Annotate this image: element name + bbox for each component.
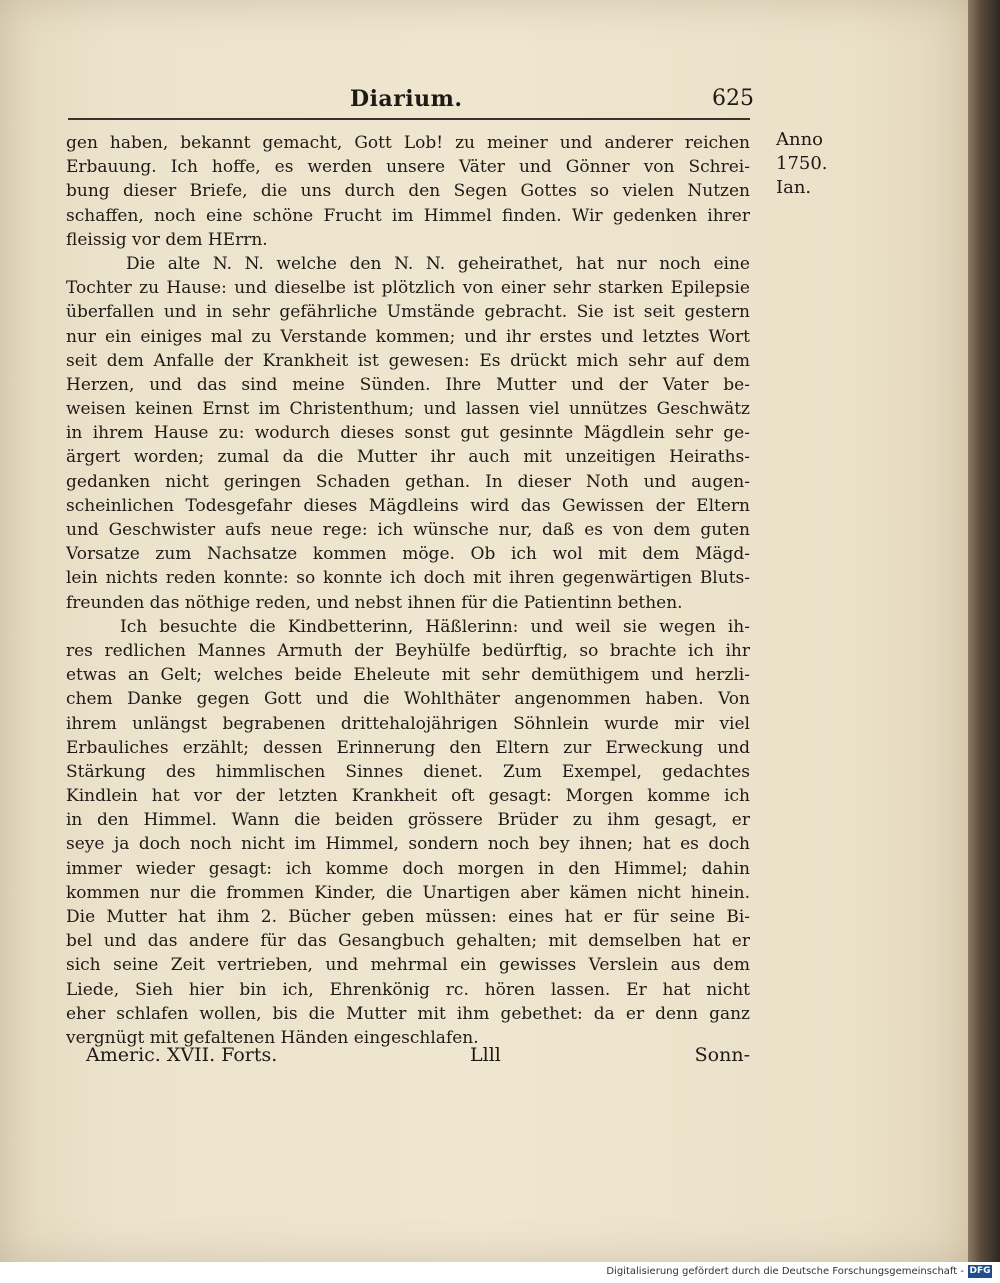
- text-line: Tochter zu Hause: und dieselbe ist plötzlich von einer sehr starken Epilepsie: [66, 278, 750, 299]
- text-line: Vorsatze zum Nachsatze kommen möge. Ob ich wol mit dem Mägd-: [66, 544, 750, 565]
- text-line: Ich besuchte die Kindbetterinn, Häßlerinn: und weil sie wegen ih-: [120, 616, 750, 637]
- text-line: bung dieser Briefe, die uns durch den Segen Gottes so vielen Nutzen: [66, 181, 750, 202]
- text-line: in den Himmel. Wann die beiden grössere Brüder zu ihm gesagt, er: [66, 810, 750, 831]
- text-line: Die alte N. N. welche den N. N. geheirathet, hat nur noch eine: [126, 253, 750, 274]
- text-line: Liede, Sieh hier bin ich, Ehrenkönig rc. hören lassen. Er hat nicht: [66, 979, 750, 1000]
- page-footer: [66, 1044, 750, 1072]
- text-line: Erbauliches erzählt; dessen Erinnerung den Eltern zur Erweckung und: [66, 737, 750, 758]
- margin-note-line: Anno: [776, 129, 824, 150]
- text-line: weisen keinen Ernst im Christenthum; und lassen viel unnützes Geschwätz: [66, 399, 750, 420]
- text-line: fleissig vor dem HErrn.: [66, 229, 268, 250]
- text-line: bel und das andere für das Gesangbuch gehalten; mit demselben hat er: [66, 931, 750, 952]
- text-line: res redlichen Mannes Armuth der Beyhülfe bedürftig, so brachte ich ihr: [66, 640, 750, 661]
- gathering-mark: Llll: [470, 1044, 501, 1066]
- text-line: in ihrem Hause zu: wodurch dieses sonst gut gesinnte Mägdlein sehr ge-: [66, 423, 750, 444]
- text-line: lein nichts reden konnte: so konnte ich doch mit ihren gegenwärtigen Bluts-: [66, 568, 750, 589]
- text-line: vergnügt mit gefaltenen Händen eingeschlafen.: [66, 1027, 479, 1048]
- margin-note-line: Ian.: [776, 177, 812, 198]
- text-line: Die Mutter hat ihm 2. Bücher geben müssen: eines hat er für seine Bi-: [66, 907, 750, 927]
- text-line: Erbauung. Ich hoffe, es werden unsere Väter und Gönner von Schrei-: [66, 157, 750, 178]
- text-line: seit dem Anfalle der Krankheit ist gewesen: Es drückt mich sehr auf dem: [66, 350, 750, 371]
- running-title: Diarium.: [350, 86, 463, 112]
- body-text: [66, 131, 750, 1050]
- text-line: immer wieder gesagt: ich komme doch morgen in den Himmel; dahin: [66, 858, 750, 879]
- text-line: Stärkung des himmlischen Sinnes dienet. Zum Exempel, gedachtes: [66, 761, 750, 782]
- scan-credit-text: Digitalisierung gefördert durch die Deutsche Forschungsgemeinschaft -: [606, 1266, 964, 1277]
- text-line: freunden das nöthige reden, und nebst ihnen für die Patientinn bethen.: [66, 592, 683, 613]
- text-line: ihrem unlängst begrabenen drittehalojährigen Söhnlein wurde mir viel: [66, 713, 750, 734]
- text-line: gedanken nicht geringen Schaden gethan. In dieser Noth und augen-: [66, 471, 750, 492]
- text-line: Herzen, und das sind meine Sünden. Ihre Mutter und der Vater be-: [66, 374, 750, 395]
- book-binding-edge: [968, 0, 1000, 1262]
- text-line: seye ja doch noch nicht im Himmel, sondern noch bey ihnen; hat es doch: [66, 834, 750, 855]
- text-line: sich seine Zeit vertrieben, und mehrmal ein gewisses Verslein aus dem: [66, 955, 750, 976]
- text-line: eher schlafen wollen, bis die Mutter mit ihm gebethet: da er denn ganz: [66, 1003, 750, 1024]
- signature-mark: Americ. XVII. Forts.: [86, 1044, 278, 1066]
- dfg-logo: DFG: [969, 1266, 991, 1276]
- text-line: gen haben, bekannt gemacht, Gott Lob! zu meiner und anderer reichen: [66, 133, 750, 153]
- text-line: ärgert worden; zumal da die Mutter ihr auch mit unzeitigen Heiraths-: [66, 447, 750, 468]
- text-line: überfallen und in sehr gefährliche Umstände gebracht. Sie ist seit gestern: [66, 302, 750, 323]
- text-line: kommen nur die frommen Kinder, die Unartigen aber kämen nicht hinein.: [66, 882, 750, 903]
- text-line: schaffen, noch eine schöne Frucht im Himmel finden. Wir gedenken ihrer: [66, 205, 750, 226]
- text-line: etwas an Gelt; welches beide Eheleute mit sehr demüthigem und herzli-: [66, 665, 750, 686]
- text-line: und Geschwister aufs neue rege: ich wünsche nur, daß es von dem guten: [66, 520, 750, 540]
- margin-note-line: 1750.: [776, 153, 828, 174]
- page-number: 625: [712, 86, 754, 111]
- text-line: Kindlein hat vor der letzten Krankheit oft gesagt: Morgen komme ich: [66, 786, 750, 807]
- margin-note: [776, 128, 846, 200]
- text-line: scheinlichen Todesgefahr dieses Mägdleins wird das Gewissen der Eltern: [66, 495, 750, 516]
- catchword: Sonn-: [694, 1044, 750, 1066]
- header-rule: [68, 118, 750, 120]
- text-line: chem Danke gegen Gott und die Wohlthäter angenommen haben. Von: [66, 689, 750, 710]
- text-line: nur ein einiges mal zu Verstande kommen; und ihr erstes und letztes Wort: [66, 326, 750, 347]
